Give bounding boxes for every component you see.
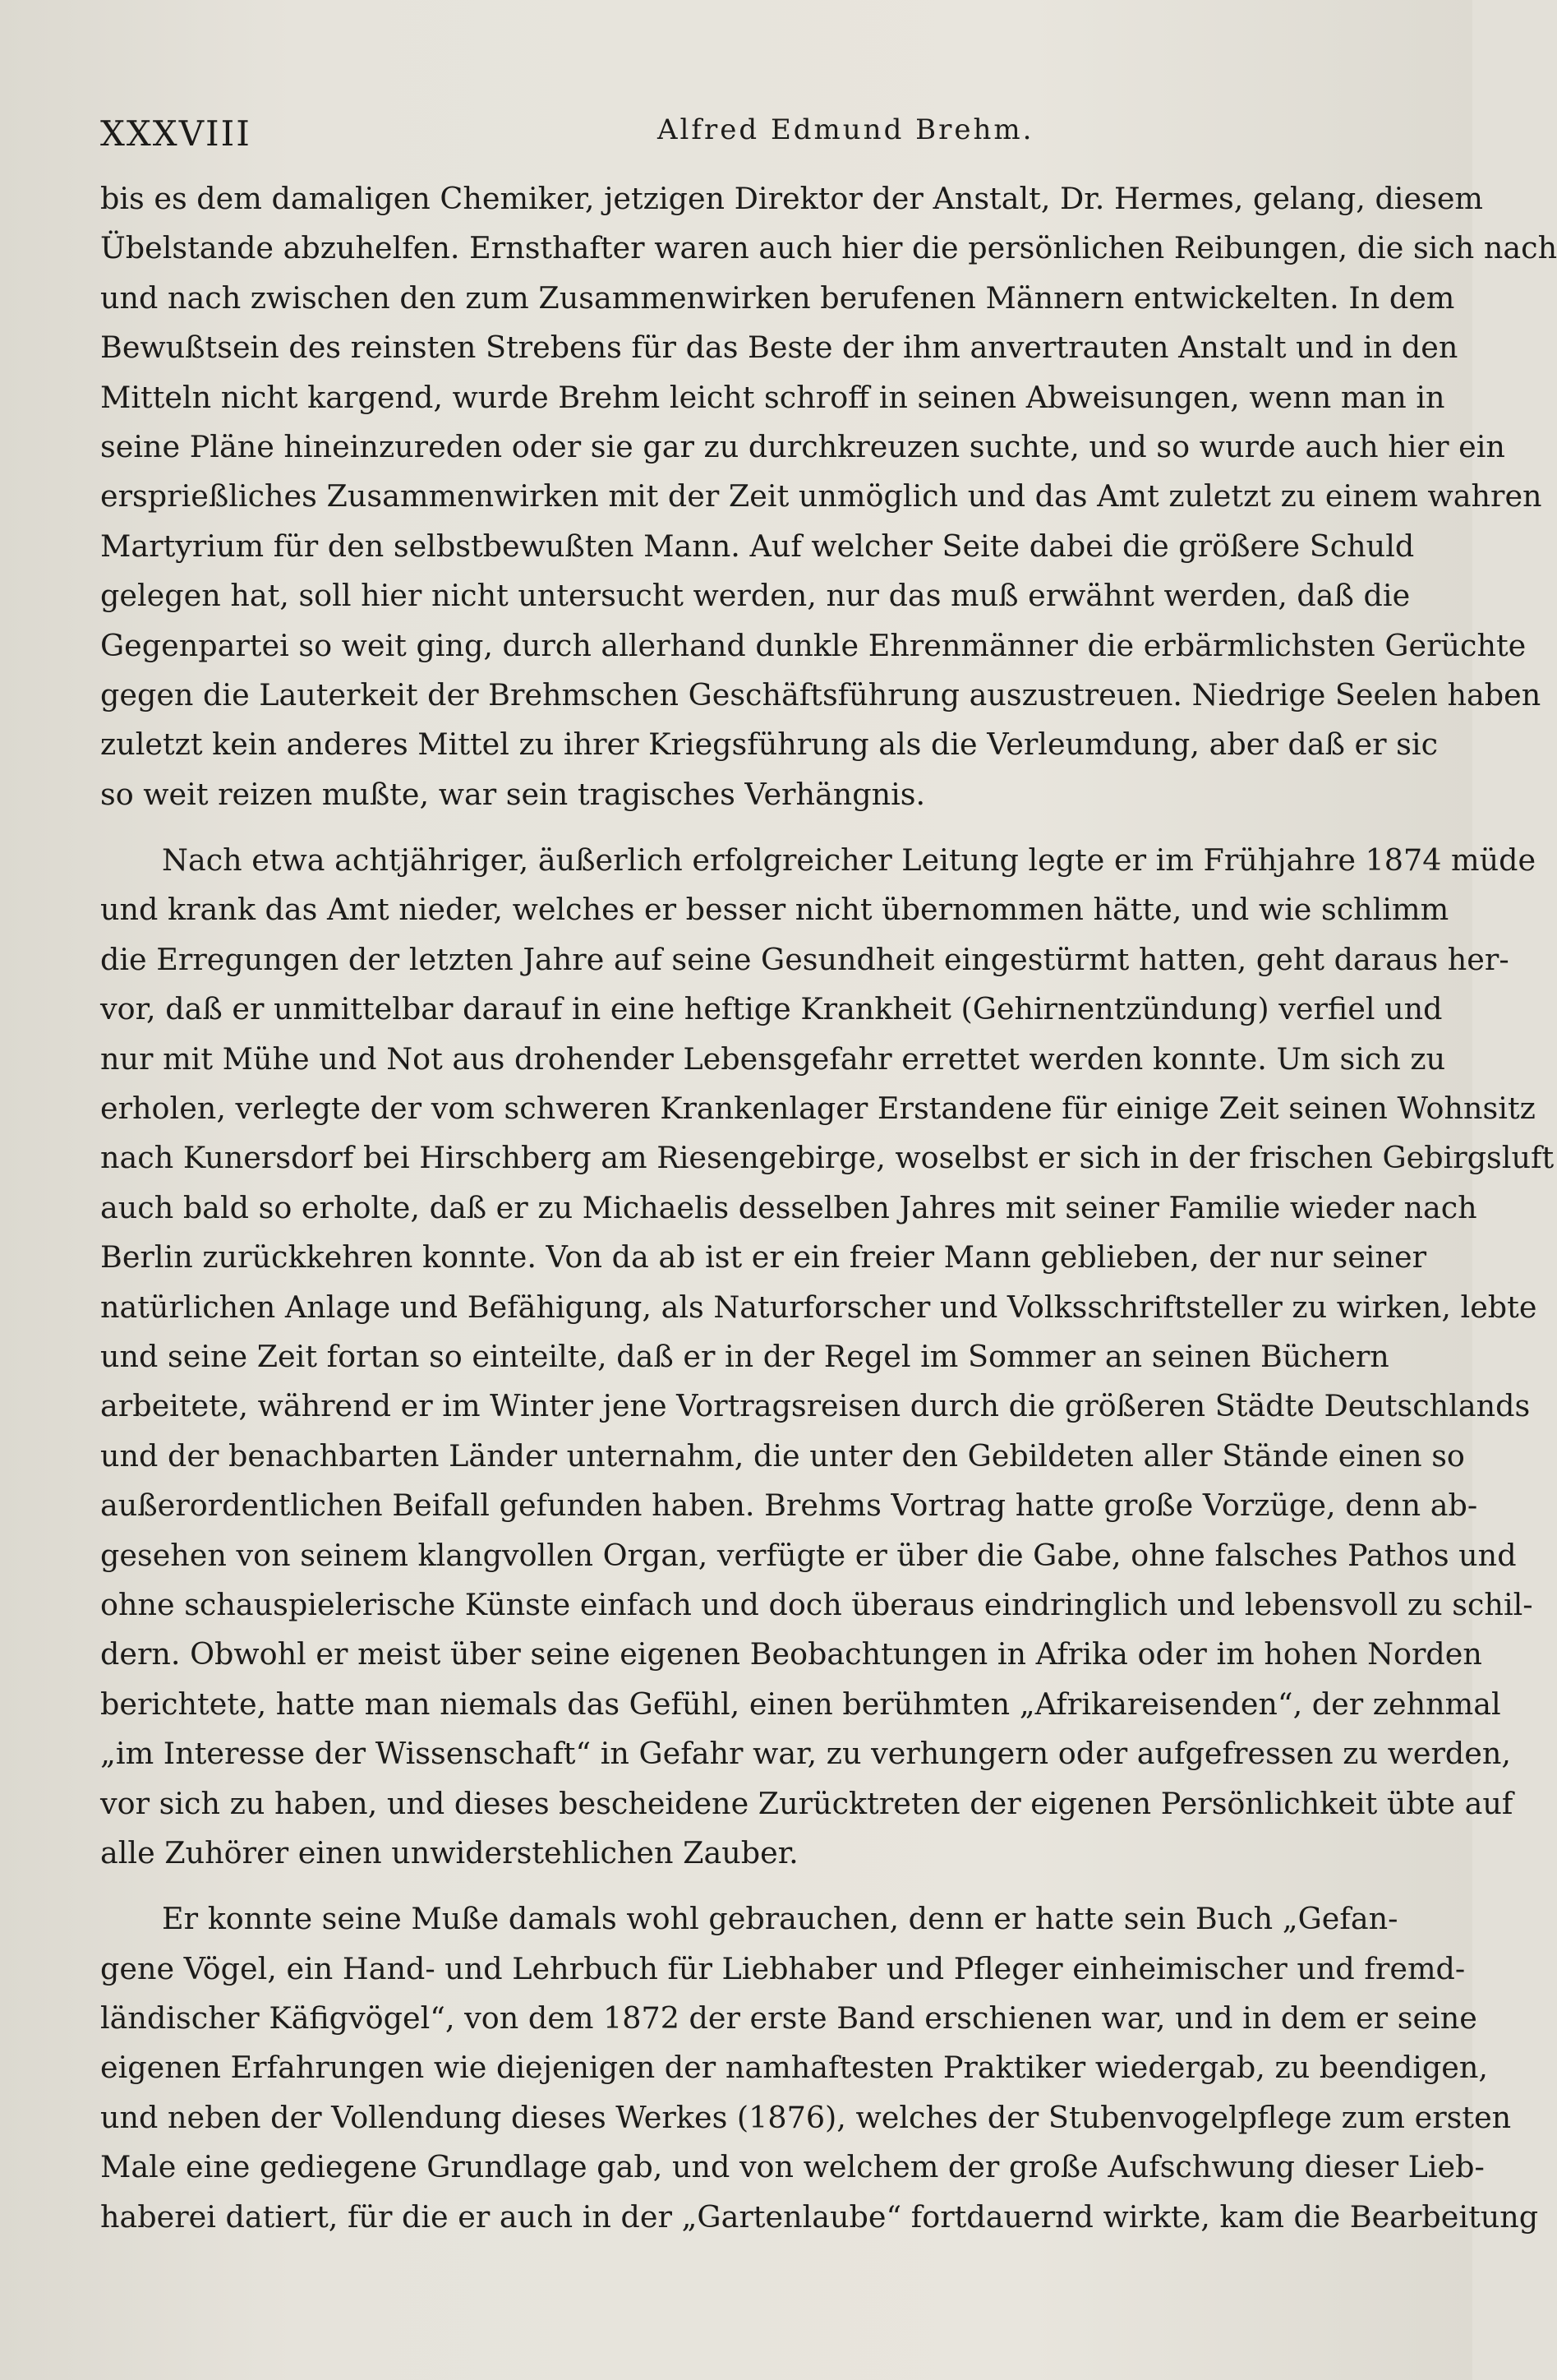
text-line: eigenen Erfahrungen wie diejenigen der namhaftesten Praktiker wiedergab, zu beendigen, xyxy=(100,2050,1488,2086)
text-line: vor sich zu haben, und dieses bescheidene Zurücktreten der eigenen Persönlichkeit übte auf xyxy=(100,1785,1513,1821)
text-line: haberei datiert, für die er auch in der „Gartenlaube“ fortdauernd wirkte, kam die Bearbeitung xyxy=(100,2198,1539,2235)
text-line: so weit reizen mußte, war sein tragisches Verhängnis. xyxy=(100,776,926,812)
text-line: nur mit Mühe und Not aus drohender Lebensgefahr errettet werden konnte. Um sich zu xyxy=(100,1040,1446,1077)
text-line: zuletzt kein anderes Mittel zu ihrer Kriegsführung als die Verleumdung, aber daß er sic xyxy=(100,726,1439,763)
text-line: und der benachbarten Länder unternahm, die unter den Gebildeten aller Stände einen so xyxy=(100,1437,1465,1474)
text-line: bis es dem damaligen Chemiker, jetzigen Direktor der Anstalt, Dr. Hermes, gelang, diesem xyxy=(100,181,1484,216)
text-line: ersprießliches Zusammenwirken mit der Zeit unmöglich und das Amt zuletzt zu einem wahren xyxy=(100,478,1542,514)
text-line: und krank das Amt nieder, welches er besser nicht übernommen hätte, und wie schlimm xyxy=(100,892,1449,928)
text-line: Male eine gediegene Grundlage gab, und von welchem der große Aufschwung dieser Lieb- xyxy=(100,2149,1485,2185)
paragraph-spacer xyxy=(100,819,1382,836)
text-line: Übelstande abzuhelfen. Ernsthafter waren auch hier die persönlichen Reibungen, die sich nach xyxy=(100,230,1557,266)
text-line: seine Pläne hineinzureden oder sie gar zu durchkreuzen suchte, und so wurde auch hier ein xyxy=(100,428,1505,464)
text-line: außerordentlichen Beifall gefunden haben. Brehms Vortrag hatte große Vorzüge, denn ab- xyxy=(100,1488,1478,1524)
text-line: berichtete, hatte man niemals das Gefühl, einen berühmten „Afrikareisenden“, der zehnmal xyxy=(100,1686,1501,1722)
text-line: auch bald so erholte, daß er zu Michaelis desselben Jahres mit seiner Familie wieder nach xyxy=(100,1189,1477,1225)
paragraph-2 xyxy=(100,836,1555,1878)
body-text xyxy=(100,174,1557,2242)
text-line: arbeitete, während er im Winter jene Vortragsreisen durch die größeren Städte Deutschlands xyxy=(100,1388,1531,1424)
text-line: nach Kunersdorf bei Hirschberg am Riesengebirge, woselbst er sich in der frischen Gebirgsluft xyxy=(100,1140,1555,1176)
text-line: die Erregungen der letzten Jahre auf seine Gesundheit eingestürmt hatten, geht daraus her- xyxy=(100,941,1509,977)
text-line: gesehen von seinem klangvollen Organ, verfügte er über die Gabe, ohne falsches Pathos und xyxy=(100,1537,1517,1573)
text-line: und seine Zeit fortan so einteilte, daß er in der Regel im Sommer an seinen Büchern xyxy=(100,1338,1389,1374)
text-line: dern. Obwohl er meist über seine eigenen Beobachtungen in Afrika oder im hohen Norden xyxy=(100,1636,1482,1672)
text-line: „im Interesse der Wissenschaft“ in Gefahr war, zu verhungern oder aufgefressen zu werden, xyxy=(100,1736,1511,1772)
page-header xyxy=(99,113,1380,171)
running-head: Alfred Edmund Brehm. xyxy=(657,113,1034,146)
text-line: gene Vögel, ein Hand- und Lehrbuch für Liebhaber und Pfleger einheimischer und fremd- xyxy=(100,1950,1466,1986)
text-line: ländischer Käfigvögel“, von dem 1872 der erste Band erschienen war, und in dem er seine xyxy=(100,2000,1477,2036)
text-line: und nach zwischen den zum Zusammenwirken berufenen Männern entwickelten. In dem xyxy=(100,279,1455,316)
text-line: erholen, verlegte der vom schweren Krankenlager Erstandene für einige Zeit seinen Wohnsitz xyxy=(100,1091,1536,1127)
text-line: Bewußtsein des reinsten Strebens für das Beste der ihm anvertrauten Anstalt und in den xyxy=(100,330,1458,366)
paragraph-spacer xyxy=(100,1878,1382,1894)
text-line: Mitteln nicht kargend, wurde Brehm leicht schroff in seinen Abweisungen, wenn man in xyxy=(100,379,1445,415)
paragraph-3 xyxy=(100,1894,1539,2242)
text-line: Berlin zurückkehren konnte. Von da ab ist er ein freier Mann geblieben, der nur seiner xyxy=(100,1239,1427,1275)
text-line: gelegen hat, soll hier nicht untersucht werden, nur das muß erwähnt werden, daß die xyxy=(100,578,1411,614)
text-line: gegen die Lauterkeit der Brehmschen Geschäftsführung auszustreuen. Niedrige Seelen haben xyxy=(100,676,1541,713)
text-line: ohne schauspielerische Künste einfach und doch überaus eindringlich und lebensvoll zu schil- xyxy=(100,1586,1533,1622)
page-number: XXXVIII xyxy=(100,113,251,154)
text-line: und neben der Vollendung dieses Werkes (1876), welches der Stubenvogelpflege zum ersten xyxy=(100,2099,1512,2135)
text-line: Gegenpartei so weit ging, durch allerhand dunkle Ehrenmänner die erbärmlichsten Gerüchte xyxy=(100,627,1527,663)
text-line: Er konnte seine Muße damals wohl gebrauchen, denn er hatte sein Buch „Gefan- xyxy=(162,1901,1398,1937)
text-line: natürlichen Anlage und Befähigung, als Naturforscher und Volksschriftsteller zu wirken, lebte xyxy=(100,1289,1537,1325)
text-line: alle Zuhörer einen unwiderstehlichen Zauber. xyxy=(100,1834,799,1870)
text-line: Martyrium für den selbstbewußten Mann. Auf welcher Seite dabei die größere Schuld xyxy=(100,528,1415,564)
text-line: Nach etwa achtjähriger, äußerlich erfolgreicher Leitung legte er im Frühjahre 1874 müde xyxy=(162,842,1536,879)
paragraph-1 xyxy=(100,174,1557,819)
text-line: vor, daß er unmittelbar darauf in eine heftige Krankheit (Gehirnentzündung) verfiel und xyxy=(100,991,1443,1027)
